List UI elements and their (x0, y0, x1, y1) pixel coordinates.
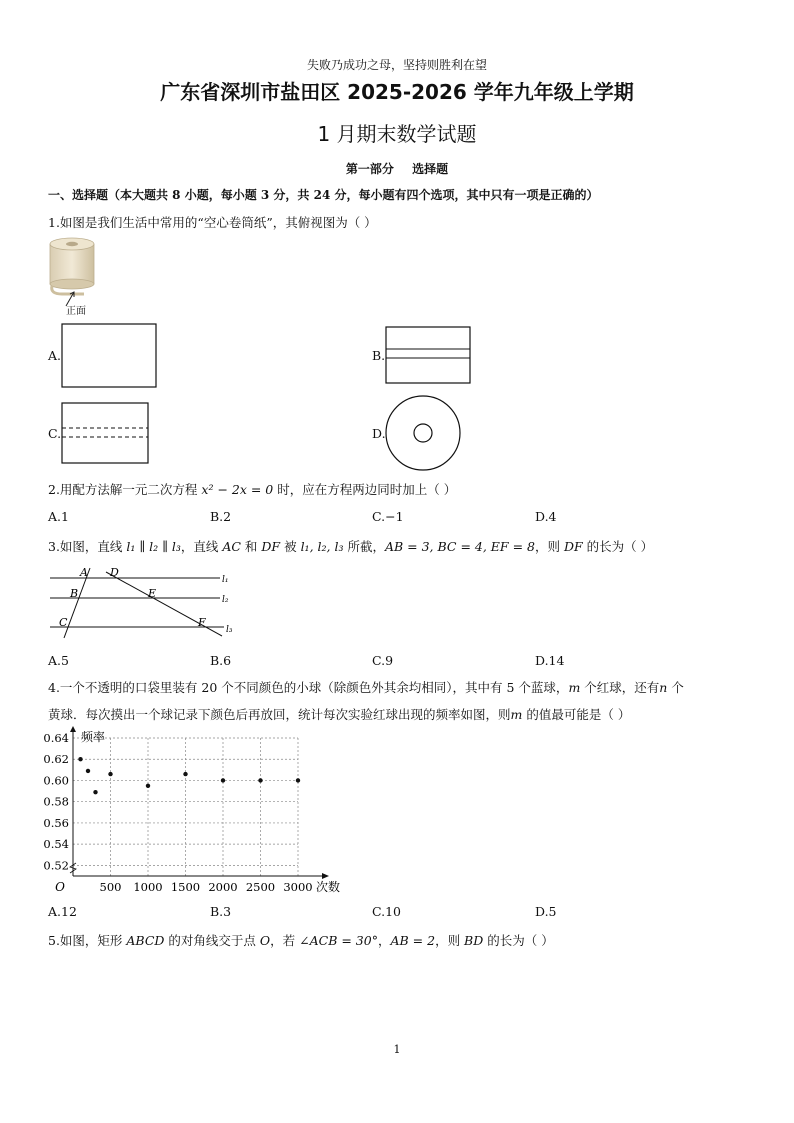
label-e: E (148, 587, 157, 600)
origin-label: O (55, 880, 65, 894)
x-axis-arrow (322, 873, 329, 879)
question-1-text: 1.如图是我们生活中常用的“空心卷筒纸”，其俯视图为（ ） (48, 215, 377, 230)
option-d-label: D. (372, 426, 386, 441)
y-tick-label: 0.58 (43, 794, 69, 809)
q3-option-c: C.9 (372, 653, 394, 668)
page-subtitle: 1 月期末数学试题 (317, 122, 477, 146)
x-tick-label: 1000 (133, 880, 163, 894)
data-point (78, 757, 82, 761)
q4-option-d: D.5 (535, 904, 557, 919)
option-b-figure (384, 325, 474, 385)
y-tick-label: 0.52 (43, 858, 69, 873)
y-tick-label: 0.64 (43, 731, 69, 745)
data-point (108, 772, 112, 776)
question-5-text: 5.如图，矩形 ABCD 的对角线交于点 O，若 ∠ACB = 30°，AB = 2，则 BD 的长为（ ） (48, 933, 554, 948)
q4-option-a: A.12 (48, 904, 77, 919)
label-l3: l₃ (226, 625, 233, 635)
y-axis-arrow (70, 726, 76, 732)
data-point (221, 778, 225, 782)
data-point (258, 778, 262, 782)
section-heading: 一、选择题（本大题共 8 小题，每小题 3 分，共 24 分，每小题有四个选项，其中只有一项是正确的） (48, 188, 599, 202)
question-4-line1: 4.一个不透明的口袋里装有 20 个不同颜色的小球（除颜色外其余均相同），其中有 5 个蓝球，m 个红球，还有n 个 (48, 680, 684, 695)
x-tick-label: 2500 (245, 880, 276, 894)
q3-option-b: B.6 (210, 653, 232, 668)
page-number: 1 (393, 1043, 401, 1056)
data-point (183, 772, 187, 776)
label-a: A (80, 566, 88, 579)
data-point (86, 769, 90, 773)
part-heading: 第一部分 选择题 (345, 162, 449, 176)
q2-option-d: D.4 (535, 509, 557, 524)
question-3-text: 3.如图，直线 l₁ ∥ l₂ ∥ l₃，直线 AC 和 DF 被 l₁, l₂, l₃ 所截，AB = 3, BC = 4, EF = 8，则 DF 的长为（ ） (48, 539, 654, 554)
y-tick-label: 0.62 (43, 752, 69, 767)
front-label: 正面 (66, 306, 86, 317)
q2-option-b: B.2 (210, 509, 232, 524)
x-tick-label: 500 (99, 880, 122, 894)
q4-option-b: B.3 (210, 904, 232, 919)
question-2-text: 2.用配方法解一元二次方程 x² − 2x = 0 时，应在方程两边同时加上（ ） (48, 482, 457, 497)
label-l2: l₂ (222, 595, 229, 605)
label-f: F (198, 616, 206, 629)
q2-option-c: C.−1 (372, 509, 404, 524)
option-c-figure (60, 401, 152, 465)
x-tick-label: 2000 (208, 880, 238, 894)
label-l1: l₁ (222, 575, 229, 585)
label-b: B (70, 587, 79, 600)
motto: 失败乃成功之母，坚持则胜利在望 (306, 58, 487, 72)
page-title: 广东省深圳市盐田区 2025-2026 学年九年级上学期 (160, 80, 634, 104)
label-c: C (59, 616, 68, 629)
x-tick-label: 3000 (283, 880, 313, 894)
option-c-label: C. (48, 426, 62, 441)
x-tick-label: 1500 (170, 880, 201, 894)
option-b-label: B. (372, 348, 386, 363)
y-tick-label: 0.56 (43, 815, 69, 830)
q2-option-a: A.1 (48, 509, 69, 524)
q3-option-a: A.5 (48, 653, 69, 668)
y-axis-title: 频率 (81, 730, 106, 744)
data-point (296, 778, 300, 782)
label-d: D (110, 566, 119, 579)
q3-option-d: D.14 (535, 653, 565, 668)
data-point (93, 790, 97, 794)
y-tick-label: 0.60 (43, 773, 69, 788)
equation: x² − 2x = 0 (201, 482, 274, 497)
data-point (146, 784, 150, 788)
parallel-lines-figure (44, 562, 244, 644)
option-d-figure (384, 394, 466, 474)
q4-option-c: C.10 (372, 904, 401, 919)
y-tick-label: 0.54 (43, 837, 69, 852)
x-axis-title: 次数 (316, 880, 341, 894)
option-a-label: A. (48, 348, 62, 363)
question-4-line2: 黄球．每次摸出一个球记录下颜色后再放回，统计每次实验红球出现的频率如图，则m 的值最可能是（ ） (48, 707, 631, 722)
frequency-chart (40, 726, 360, 898)
option-a-figure (60, 322, 160, 390)
